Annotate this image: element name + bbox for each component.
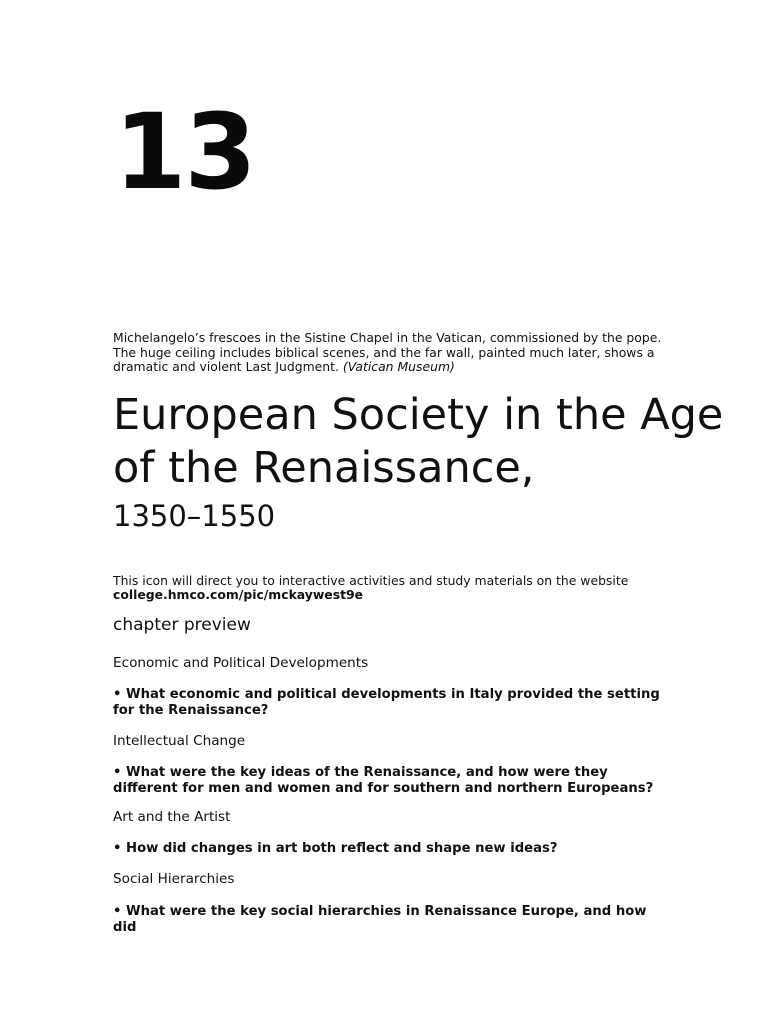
section-question [113,765,673,796]
section-heading: Intellectual Change [113,733,246,749]
section-question [113,687,673,718]
section-question [113,904,673,935]
question-text: How did changes in art both reflect and shape new ideas? [126,841,558,856]
preview-section-intellectual [113,733,673,796]
caption-credit: (Vatican Museum) [342,359,455,375]
section-heading: Art and the Artist [113,809,231,825]
chapter-number: 13 [114,91,255,213]
bullet-icon: • [113,841,122,856]
caption-text: Michelangelo’s frescoes in the Sistine Chapel in the Vatican, commissioned by the pope. The huge ceiling includes biblical scenes, and the far wall, painted much later, shows a dramatic and violent Last Judgment. [113,330,662,375]
bullet-icon: • [113,904,122,919]
bullet-icon: • [113,687,122,702]
bullet-icon: • [113,765,122,780]
section-question [113,841,673,857]
website-note [113,574,713,601]
chapter-preview-heading: chapter preview [113,615,251,635]
chapter-title: European Society in the Age of the Renaissance, [113,390,724,493]
preview-section-economic [113,655,673,718]
website-url-link[interactable]: college.hmco.com/pic/mckaywest9e [113,586,364,602]
website-note-text: This icon will direct you to interactive activities and study materials on the website [113,573,629,588]
preview-section-art [113,809,673,857]
preview-section-social [113,871,673,935]
section-heading: Economic and Political Developments [113,655,369,671]
section-heading: Social Hierarchies [113,871,235,887]
image-caption [113,331,673,375]
chapter-dates: 1350–1550 [113,499,276,533]
question-text: What were the key social hierarchies in Renaissance Europe, and how did [113,904,647,935]
question-text: What economic and political developments in Italy provided the setting for the Renaissance? [113,687,660,718]
question-text: What were the key ideas of the Renaissance, and how were they different for men and women and for southern and northern Europeans? [113,765,654,796]
